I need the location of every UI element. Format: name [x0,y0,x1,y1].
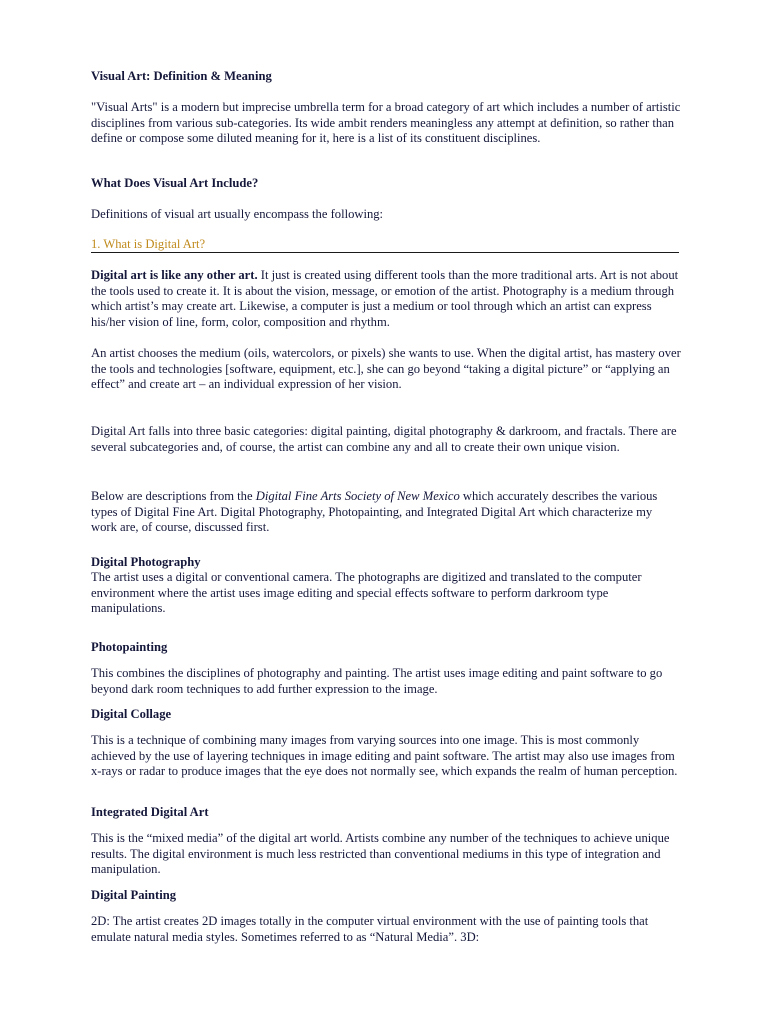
heading-digital-collage: Digital Collage [91,707,172,721]
text-photopainting: This combines the disciplines of photography and painting. The artist uses image editing and paint software to go beyond dark room techniques to add further expression to the image. [91,666,663,696]
paragraph-digital-art-intro [91,268,681,330]
heading-digital-painting: Digital Painting [91,888,177,902]
text-integrated-digital-art: This is the “mixed media” of the digital art world. Artists combine any number of the techniques to achieve unique results. The digital environment is much less restricted than conventional mediums in this type of integration and manipulation. [91,831,670,877]
section-link-digital-art[interactable]: 1. What is Digital Art? [91,237,206,251]
paragraph-post: which accurately describes the various types of Digital Fine Art. Digital Photography, Photopainting, and Integrated Digital Art which characterize my work are, of course, discussed first. [91,489,658,535]
text-digital-collage: This is a technique of combining many images from varying sources into one image. This is most commonly achieved by the use of layering techniques in image editing and paint software. The artist may also use images from x-rays or radar to produce images that the eye does not normally see, which expands the realm of human perception. [91,733,678,779]
paragraph-pre: Below are descriptions from the [91,489,256,503]
section-divider [91,252,679,253]
paragraph-body: It just is created using different tools than the more traditional arts. Art is not about the tools used to create it. It is about the vision, message, or emotion of the artist. Photography is a medium through which artist’s may create art. Likewise, a computer is just a medium or tool through which an artist can express his/her vision of line, form, color, composition and rhythm. [91,268,679,329]
intro-paragraph: "Visual Arts" is a modern but imprecise umbrella term for a broad category of art which includes a number of artistic disciplines from various sub-categories. Its wide ambit renders meaningless any attempt at definition, so rather than define or compose some diluted meaning for it, here is a list of its constituent disciplines. [91,100,681,146]
include-heading: What Does Visual Art Include? [91,176,259,190]
paragraph-descriptions [91,489,681,536]
paragraph-categories: Digital Art falls into three basic categories: digital painting, digital photography & darkroom, and fractals. There are several subcategories and, of course, the artist can combine any and all to create their own unique vision. [91,424,677,454]
heading-digital-photography: Digital Photography [91,555,201,569]
include-text: Definitions of visual art usually encompass the following: [91,207,384,221]
heading-photopainting: Photopainting [91,640,168,654]
paragraph-lead-bold: Digital art is like any other art. [91,268,258,282]
paragraph-artist-medium: An artist chooses the medium (oils, watercolors, or pixels) she wants to use. When the digital artist, has mastery over the tools and technologies [software, equipment, etc.], she can go beyond “taking a digital picture” or “applying an effect” and create art – an individual expression of her vision. [91,346,681,392]
text-digital-painting: 2D: The artist creates 2D images totally in the computer virtual environment with the use of painting tools that emulate natural media styles. Sometimes referred to as “Natural Media”. 3D: [91,914,649,944]
text-digital-photography: The artist uses a digital or conventional camera. The photographs are digitized and translated to the computer environment where the artist uses image editing and special effects software to perform darkroom type manipulations. [91,570,642,616]
page-title: Visual Art: Definition & Meaning [91,69,272,83]
heading-integrated-digital-art: Integrated Digital Art [91,805,209,819]
society-name: Digital Fine Arts Society of New Mexico [255,489,460,503]
